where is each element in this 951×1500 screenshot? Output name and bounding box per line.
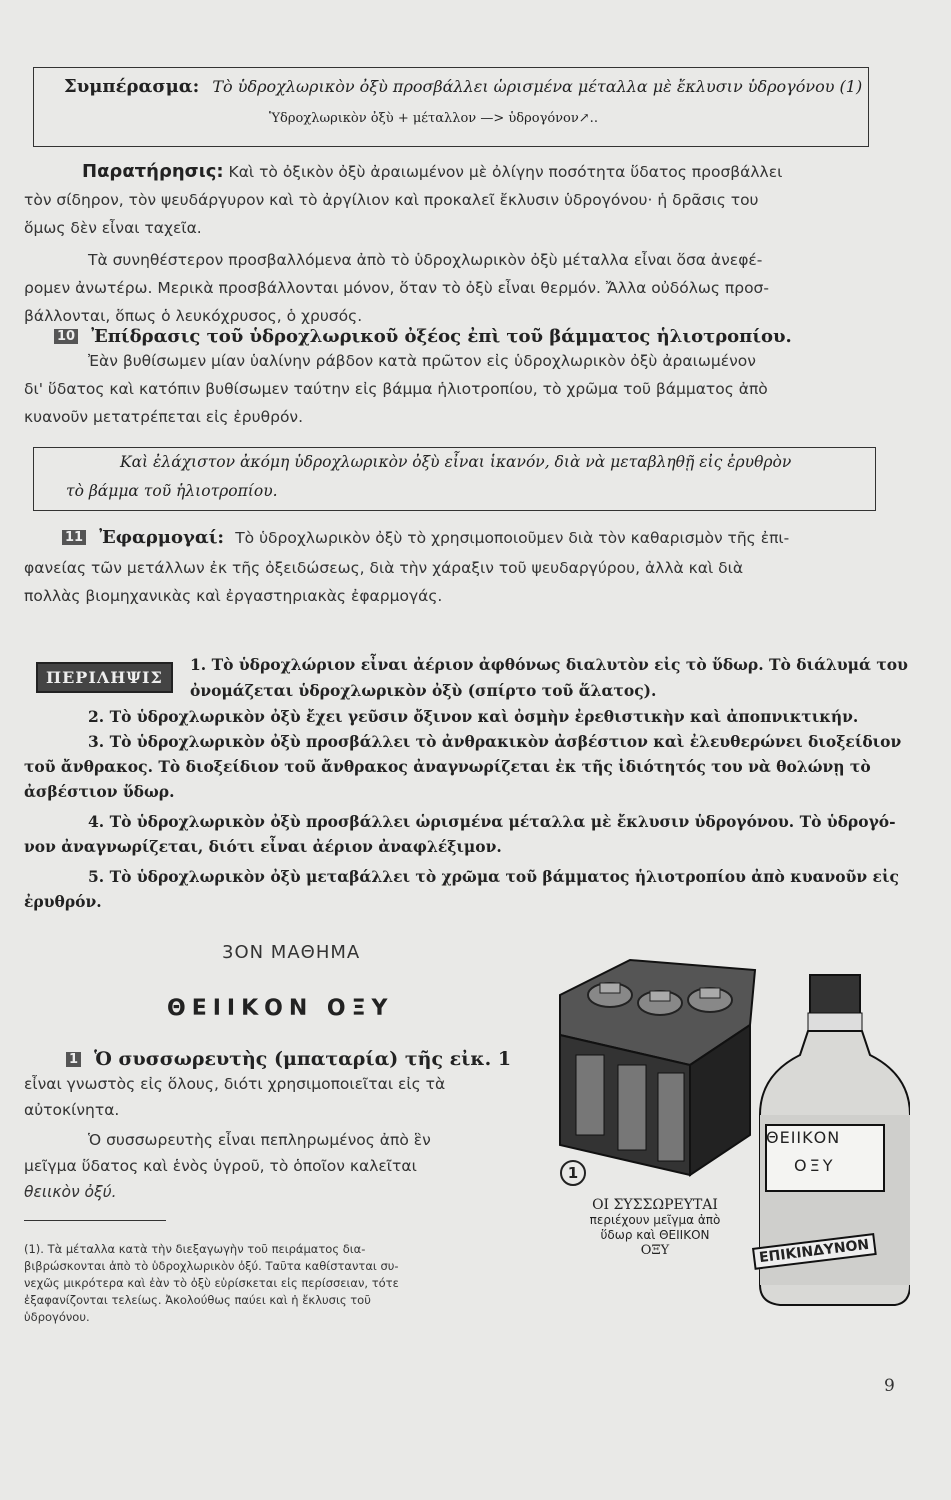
observation-line: Τὰ συνηθέστερον προσβαλλόμενα ἀπὸ τὸ ὑδροχλωρικὸν ὀξὺ μέταλλα εἶναι ὅσα ἀνεφέ- <box>88 251 763 269</box>
observation-label: Παρατήρησις: <box>82 161 224 182</box>
footnote-line: ἐξαφανίζονται τελείως. Ἀκολούθως παύει καὶ ἡ ἔκλυσις τοῦ <box>24 1293 371 1307</box>
section-10-line: Ἐὰν βυθίσωμεν μίαν ὑαλίνην ράβδον κατὰ πρῶτον εἰς ὑδροχλωρικὸν ὀξὺ ἀραιωμένον <box>88 352 756 370</box>
section-10-line: δι' ὕδατος καὶ κατόπιν βυθίσωμεν ταύτην εἰς βάμμα ἡλιοτροπίου, τὸ χρῶμα τοῦ βάμματος ἀπὸ <box>24 380 768 398</box>
summary-item: νον ἀναγνωρίζεται, διότι εἶναι ἀέριον ἀναφλέξιμον. <box>24 837 502 856</box>
section-11-line: πολλὰς βιομηχανικὰς καὶ ἐργαστηριακὰς ἐφαρμογάς. <box>24 587 443 605</box>
summary-item: ἐρυθρόν. <box>24 892 102 911</box>
bottle-label: ΟΞΥ <box>794 1156 836 1175</box>
section-11-line: Τὸ ὑδροχλωρικὸν ὀξὺ τὸ χρησιμοποιοῦμεν διὰ τὸν καθαρισμὸν τῆς ἐπι- <box>235 529 790 547</box>
observation-line: ὅμως δὲν εἶναι ταχεῖα. <box>24 219 202 237</box>
section-1-line: αὐτοκίνητα. <box>24 1101 120 1119</box>
section-10-line: κυανοῦν μετατρέπεται εἰς ἐρυθρόν. <box>24 408 304 426</box>
battery-illustration <box>560 960 755 1175</box>
summary-item: 2. Τὸ ὑδροχλωρικὸν ὀξὺ ἔχει γεῦσιν ὄξινον καὶ ὀσμὴν ἐρεθιστικὴν καὶ ἀποπνικτικήν. <box>88 707 859 726</box>
observation-block <box>24 160 884 328</box>
note-box <box>33 447 876 511</box>
observation-line: ρομεν ἀνωτέρω. Μερικὰ προσβάλλονται μόνον, ὅταν τὸ ὀξὺ εἶναι θερμόν. Ἄλλα οὐδόλως προσ- <box>24 279 769 297</box>
lesson-number: 3ΟΝ ΜΑΘΗΜΑ <box>222 942 361 963</box>
conclusion-label: Συμπέρασμα: <box>64 76 200 97</box>
summary-item: τοῦ ἄνθρακος. Τὸ διοξείδιον τοῦ ἄνθρακος ἀναγνωρίζεται ἐκ τῆς ἰδιότητός του νὰ θολώνῃ τὸ <box>24 757 871 776</box>
caption-line: περιέχουν μεῖγμα ἀπὸ <box>589 1213 721 1227</box>
caption-line: ὕδωρ καὶ ΘΕΙΙΚΟΝ <box>600 1228 710 1242</box>
footnote-line: (1). Τὰ μέταλλα κατὰ τὴν διεξαγωγὴν τοῦ πειράματος δια- <box>24 1242 366 1256</box>
section-11 <box>24 526 884 608</box>
page-number: 9 <box>884 1376 895 1396</box>
summary-item: 3. Τὸ ὑδροχλωρικὸν ὀξὺ προσβάλλει τὸ ἀνθρακικὸν ἀσβέστιον καὶ ἐλευθερώνει διοξείδιον <box>88 732 902 751</box>
summary-item: 1. Τὸ ὑδροχλώριον εἶναι ἀέριον ἀφθόνως διαλυτὸν εἰς τὸ ὕδωρ. Τὸ διάλυμά του <box>190 655 908 674</box>
observation-line: τὸν σίδηρον, τὸν ψευδάργυρον καὶ τὸ ἀργίλιον καὶ προκαλεῖ ἔκλυσιν ὑδρογόνου· ἡ δρᾶσις του <box>24 191 759 209</box>
section-1-line: θειικὸν ὀξύ. <box>24 1183 117 1201</box>
figure-caption <box>560 1198 750 1258</box>
section-number-badge: 10 <box>54 329 78 344</box>
section-10 <box>24 326 884 429</box>
summary-badge: ΠΕΡΙΛΗΨΙΣ <box>36 662 173 693</box>
footnote-line: νεχῶς μικρότερα καὶ ἐὰν τὸ ὀξὺ εὑρίσκεται εἰς περίσσειαν, τότε <box>24 1276 399 1290</box>
summary-item: ὀνομάζεται ὑδροχλωρικὸν ὀξὺ (σπίρτο τοῦ ἅλατος). <box>190 681 657 700</box>
summary-block <box>24 653 908 914</box>
figure-battery-bottle <box>540 955 910 1315</box>
summary-item: 5. Τὸ ὑδροχλωρικὸν ὀξὺ μεταβάλλει τὸ χρῶμα τοῦ βάμματος ἡλιοτροπίου ἀπὸ κυανοῦν εἰς <box>88 867 899 886</box>
conclusion-equation: Ὑδροχλωρικὸν ὀξὺ + μέταλλον —> ὑδρογόνον↗.. <box>269 111 598 126</box>
lesson-title: ΘΕΙΙΚΟΝ ΟΞΥ <box>167 996 394 1021</box>
section-11-line: φανείας τῶν μετάλλων ἐκ τῆς ὀξειδώσεως, διὰ τὴν χάραξιν τοῦ ψευδαργύρου, ἀλλὰ καὶ διὰ <box>24 559 744 577</box>
section-1-line: εἶναι γνωστὸς εἰς ὅλους, διότι χρησιμοποιεῖται εἰς τὰ <box>24 1075 446 1093</box>
footnote-line: ὑδρογόνου. <box>24 1310 90 1324</box>
section-title: Ἐπίδρασις τοῦ ὑδροχλωρικοῦ ὀξέος ἐπὶ τοῦ βάμματος ἡλιοτροπίου. <box>91 326 792 347</box>
section-1-line: μεῖγμα ὕδατος καὶ ἑνὸς ὑγροῦ, τὸ ὁποῖον καλεῖται <box>24 1157 417 1175</box>
footnote-line: βιβρώσκονται ἀπὸ τὸ ὑδροχλωρικὸν ὀξύ. Ταῦτα καθίστανται συ- <box>24 1259 399 1273</box>
footnote-rule <box>24 1220 166 1221</box>
danger-label: ΕΠΙΚΙΝΔΥΝΟΝ <box>752 1233 876 1270</box>
observation-line: Καὶ τὸ ὀξικὸν ὀξὺ ἀραιωμένον μὲ ὀλίγην ποσότητα ὕδατος προσβάλλει <box>228 163 783 181</box>
bottle-label: ΘΕΙΙΚΟΝ <box>766 1128 841 1147</box>
section-1 <box>24 1048 544 1204</box>
conclusion-text: Τὸ ὑδροχλωρικὸν ὀξὺ προσβάλλει ὡρισμένα μέταλλα μὲ ἔκλυσιν ὑδρογόνου (1) <box>212 77 863 96</box>
note-line: τὸ βάμμα τοῦ ἡλιοτροπίου. <box>66 482 278 500</box>
section-title: Ἐφαρμογαί: <box>99 527 225 548</box>
section-title: Ὁ συσσωρευτὴς (μπαταρία) τῆς εἰκ. 1 <box>94 1048 512 1070</box>
figure-number: 1 <box>560 1160 586 1186</box>
caption-line: ΟΙ ΣΥΣΣΩΡΕΥΤΑΙ <box>592 1197 718 1213</box>
caption-line: ΟΞΥ <box>640 1243 670 1258</box>
summary-item: 4. Τὸ ὑδροχλωρικὸν ὀξὺ προσβάλλει ὡρισμένα μέταλλα μὲ ἔκλυσιν ὑδρογόνου. Τὸ ὑδρογό- <box>88 812 896 831</box>
section-number-badge: 11 <box>62 530 86 545</box>
summary-item: ἀσβέστιον ὕδωρ. <box>24 782 175 801</box>
note-line: Καὶ ἐλάχιστον ἀκόμη ὑδροχλωρικὸν ὀξὺ εἶναι ἱκανόν, διὰ νὰ μεταβληθῇ εἰς ἐρυθρὸν <box>120 453 792 471</box>
footnote <box>24 1241 534 1326</box>
conclusion-box <box>33 67 869 147</box>
section-number-badge: 1 <box>66 1052 81 1067</box>
section-1-line: Ὁ συσσωρευτὴς εἶναι πεπληρωμένος ἀπὸ ἓν <box>88 1131 431 1149</box>
observation-line: βάλλονται, ὅπως ὁ λευκόχρυσος, ὁ χρυσός. <box>24 307 363 325</box>
